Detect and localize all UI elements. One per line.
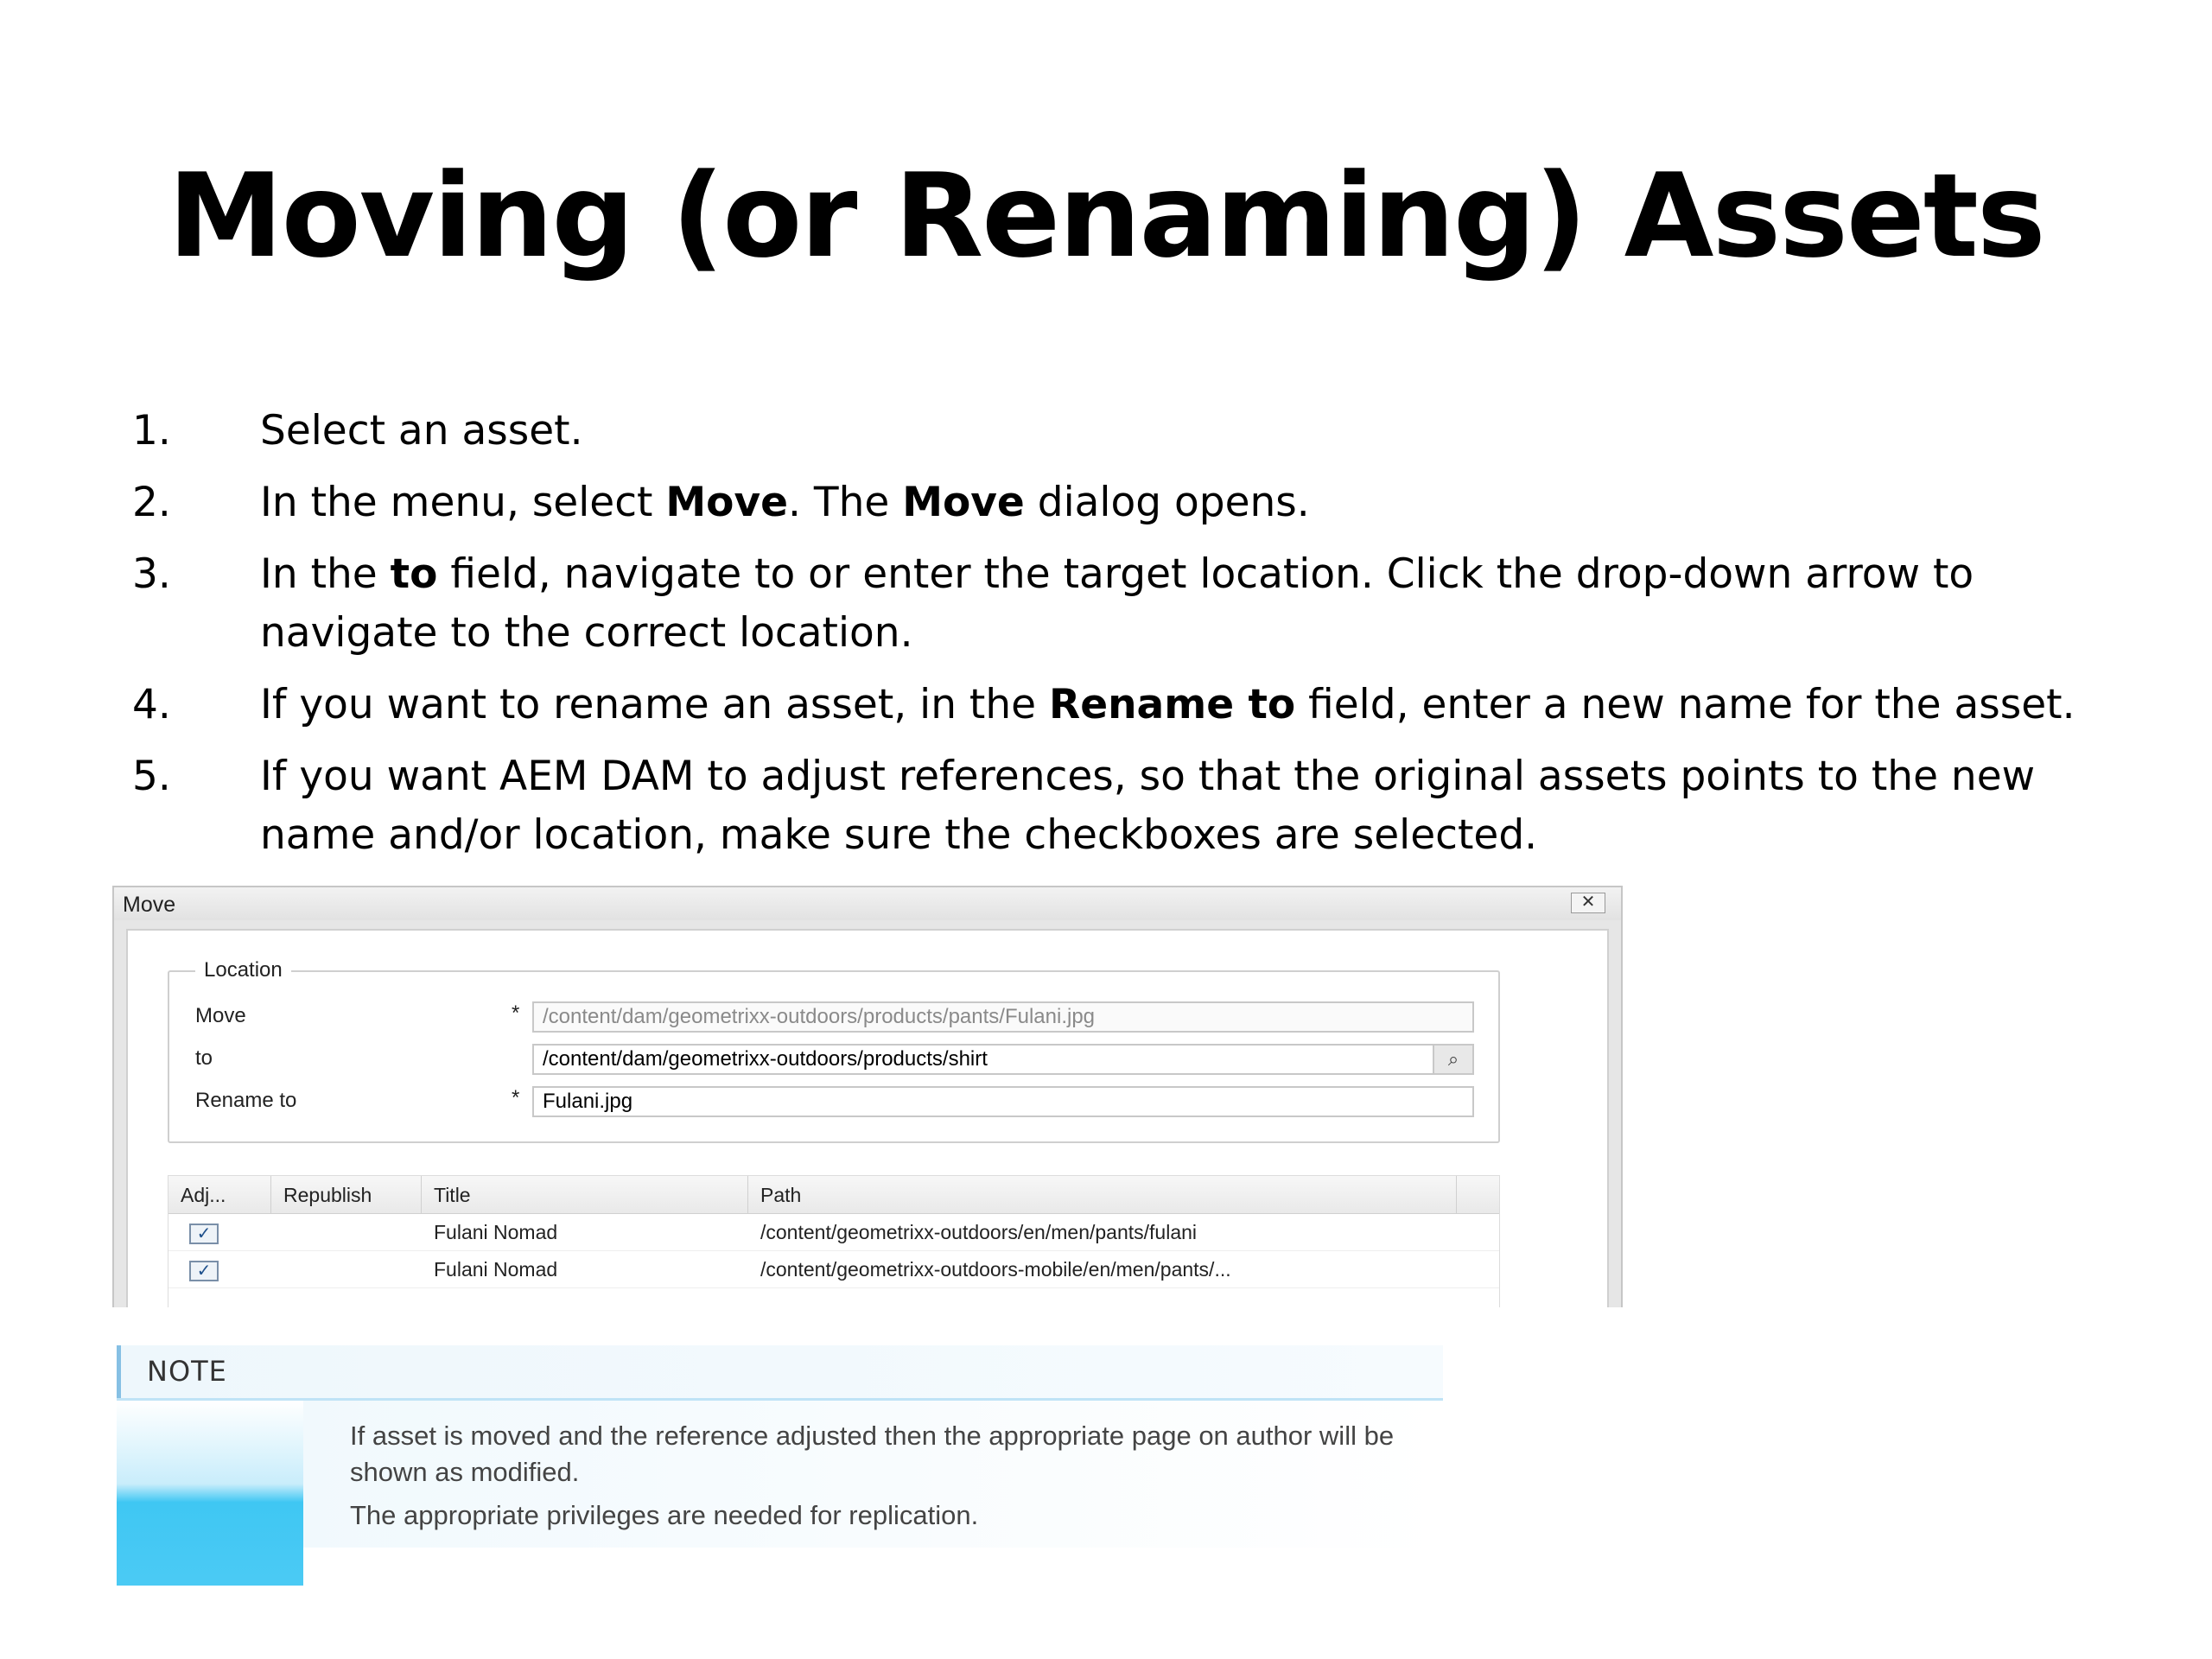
fieldset-legend: Location xyxy=(195,958,291,982)
location-fieldset xyxy=(168,958,1500,1143)
rename-to-label: Rename to xyxy=(195,1089,297,1112)
grid-header xyxy=(168,1176,1499,1214)
column-path[interactable]: Path xyxy=(748,1176,1457,1213)
step-5 xyxy=(132,747,2120,865)
required-marker: * xyxy=(512,1001,520,1025)
republish-cell xyxy=(271,1214,422,1250)
references-grid xyxy=(168,1175,1500,1307)
title-cell: Fulani Nomad xyxy=(434,1258,558,1281)
table-row xyxy=(168,1214,1499,1251)
move-dialog xyxy=(112,886,1623,1307)
column-adjust[interactable]: Adj... xyxy=(168,1176,271,1213)
step-1 xyxy=(132,402,2120,461)
move-label: Move xyxy=(195,1004,246,1027)
title-cell: Fulani Nomad xyxy=(434,1221,558,1243)
note-accent-block xyxy=(117,1401,303,1586)
table-row xyxy=(168,1251,1499,1288)
required-marker: * xyxy=(512,1086,520,1109)
step-text: If you want AEM DAM to adjust references, so that the original assets points to the new name and/or location, make sure the checkboxes are selected. xyxy=(260,753,2036,859)
move-source-field: /content/dam/geometrixx-outdoors/products/pants/Fulani.jpg xyxy=(532,1001,1474,1033)
adjust-cell xyxy=(168,1251,271,1287)
dialog-header xyxy=(114,887,1621,920)
to-label: to xyxy=(195,1046,213,1070)
rename-to-field[interactable]: Fulani.jpg xyxy=(532,1086,1474,1117)
path-cell: /content/geometrixx-outdoors-mobile/en/men/pants/... xyxy=(760,1258,1231,1281)
step-2 xyxy=(132,474,2120,532)
step-3 xyxy=(132,545,2120,663)
step-text: In the menu, select Move. The Move dialog opens. xyxy=(260,479,1310,526)
step-number: 1. xyxy=(132,407,171,454)
close-icon[interactable]: ✕ xyxy=(1571,893,1605,913)
adjust-cell xyxy=(168,1214,271,1250)
republish-cell xyxy=(271,1251,422,1287)
step-4 xyxy=(132,676,2120,734)
path-cell: /content/geometrixx-outdoors/en/men/pants/fulani xyxy=(760,1221,1198,1243)
note-text-2: The appropriate privileges are needed for replication. xyxy=(350,1500,979,1530)
step-number: 4. xyxy=(132,681,171,728)
dialog-title: Move xyxy=(123,893,176,917)
dialog-body xyxy=(126,929,1609,1307)
note-body xyxy=(303,1401,1443,1548)
step-text: In the to field, navigate to or enter the target location. Click the drop-down arrow to navigate to the correct location. xyxy=(260,550,1974,657)
step-text: If you want to rename an asset, in the Rename to field, enter a new name for the asset. xyxy=(260,681,2075,728)
note-label: NOTE xyxy=(147,1355,227,1388)
to-path-field[interactable] xyxy=(532,1044,1474,1075)
note-text-1: If asset is moved and the reference adjusted then the appropriate page on author will be shown as modified. xyxy=(350,1421,1395,1487)
slide-title: Moving (or Renaming) Assets xyxy=(168,149,2044,283)
step-number: 3. xyxy=(132,550,171,598)
adjust-checkbox[interactable]: ✓ xyxy=(189,1224,219,1244)
steps-list xyxy=(132,402,2120,878)
column-republish[interactable]: Republish xyxy=(271,1176,422,1213)
column-title[interactable]: Title xyxy=(422,1176,748,1213)
adjust-checkbox[interactable]: ✓ xyxy=(189,1261,219,1281)
step-number: 2. xyxy=(132,479,171,526)
search-icon[interactable]: ⌕ xyxy=(1433,1046,1472,1073)
step-text: Select an asset. xyxy=(260,407,583,454)
to-path-value: /content/dam/geometrixx-outdoors/products/shirt xyxy=(543,1047,988,1071)
step-number: 5. xyxy=(132,753,171,800)
note-header xyxy=(117,1345,1443,1399)
